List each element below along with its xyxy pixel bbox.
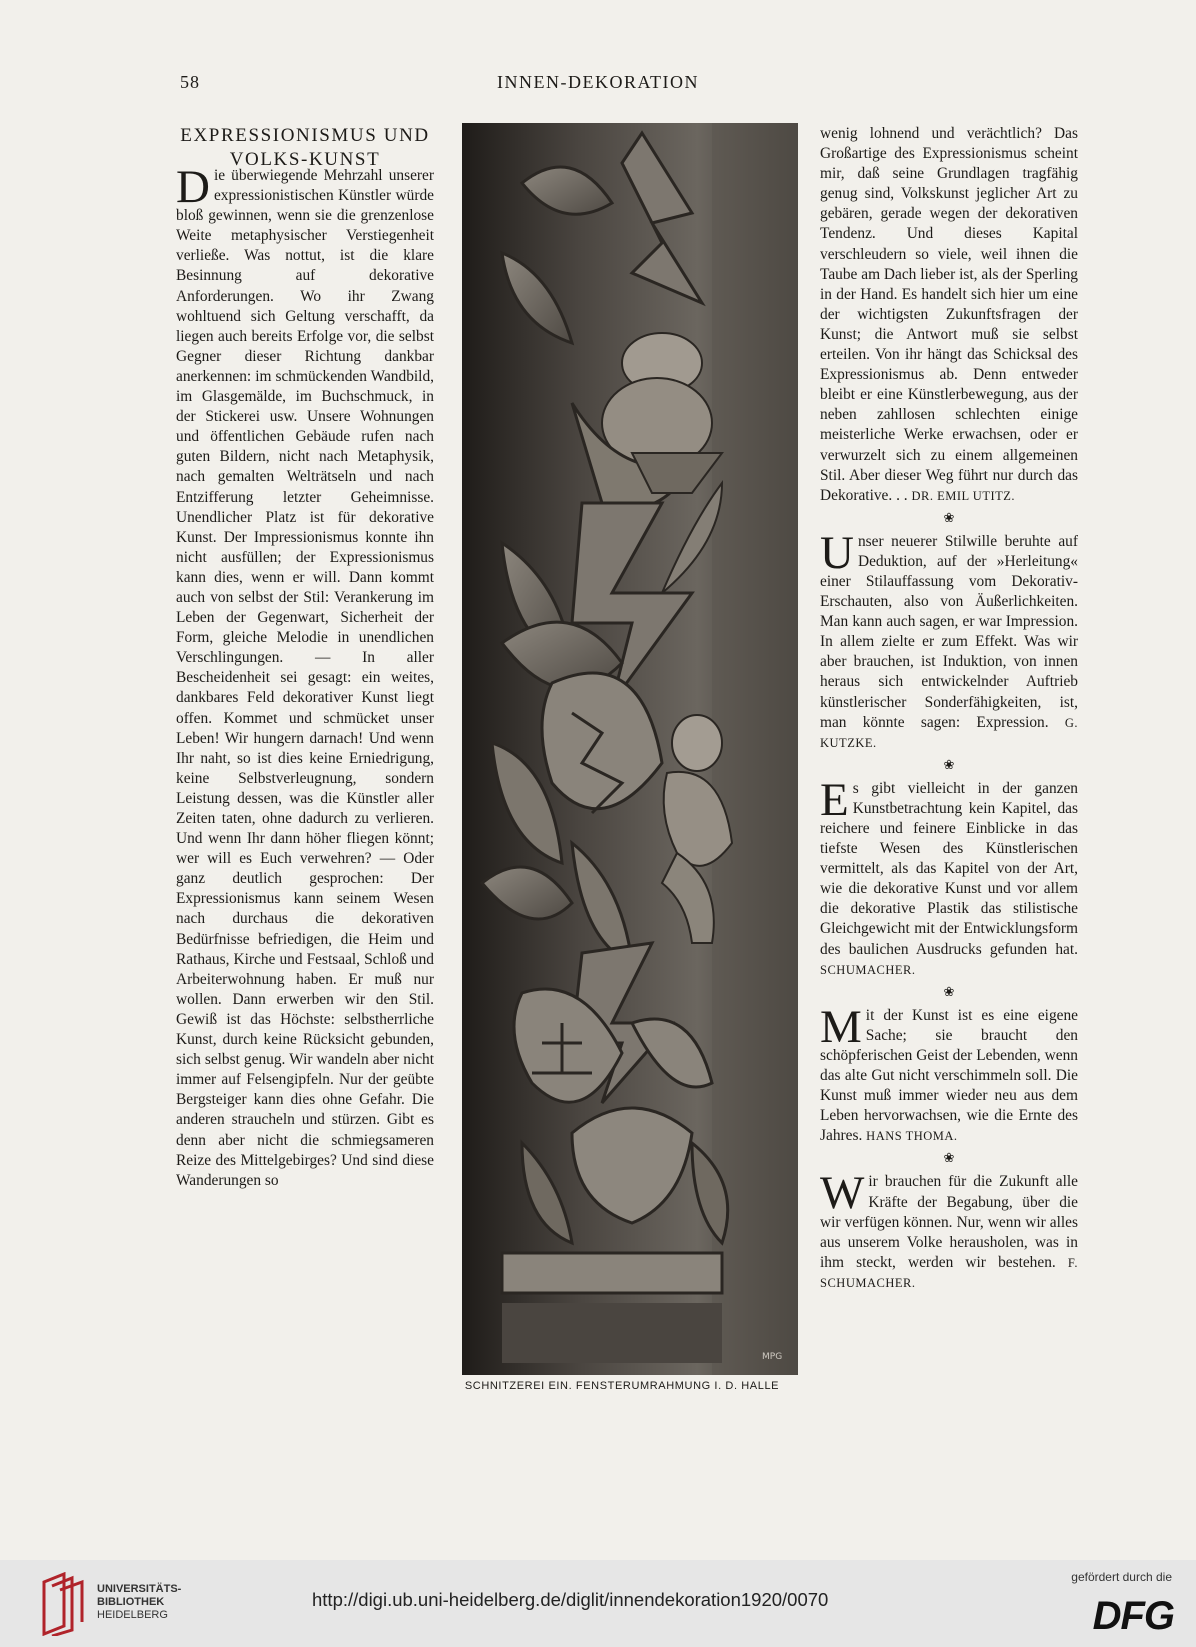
quote-1 — [820, 526, 1078, 753]
photo-caption: SCHNITZEREI EIN. FENSTERUMRAHMUNG I. D. HALLE — [464, 1380, 780, 1392]
carving-image — [462, 123, 798, 1375]
ornament-4: ❀ — [943, 1150, 955, 1166]
article-title — [176, 124, 434, 172]
quote-3 — [820, 1000, 1078, 1147]
university-logo-icon[interactable] — [40, 1572, 86, 1636]
ornament-1: ❀ — [943, 509, 955, 525]
journal-title: INNEN-DEKORATION — [497, 72, 699, 92]
signature-utitz: DR. EMIL UTITZ. — [911, 488, 1016, 503]
dropcap-w: W — [820, 1167, 865, 1220]
right-column — [820, 124, 1078, 1293]
left-paragraph — [176, 161, 434, 1191]
left-text: ie überwiegende Mehrzahl unserer expressionistischen Künstler würde bloß gewinnen, wenn sie die grenzenlose Weite metaphysischer Verstiegenheit verließe. Was nottut, ist die klare Besinnung auf dekorative Anforderungen. Wo ihr Zwang wohltuend sich Geltung verschafft, da liegen auch bereits Erfolge vor, die selbst Gegner dieser Richtung dankbar anerkennen: im schmückenden Wandbild, im Glasgemälde, im Buchschmuck, in der Stickerei usw. Unsere Wohnungen und öffentlichen Gebäude rufen nach guten Bildern, nicht nach Metaphysik, nach gemalten Welträtseln und nach Entzifferung letzter Geheimnisse. Unendlicher Platz ist für dekorative Kunst. Der Impressionismus konnte ihn nicht ausfüllen; der Expressionismus kann dies, wenn er will. Dann kommt auch von selbst der Stil: Verankerung im Leben der Gegenwart, Sicherheit der Form, gleiche Melodie in unendlichen Verschlingungen. — In aller Bescheidenheit sei gesagt: ein weites, dankbares Feld dekorativer Kunst liegt offen. Kommet und schmücket unser Leben! Wir hungern darnach! Und wenn Ihr naht, so ist dies keine Erniedrigung, keine Selbstverleugnung, sondern Leistung dessen, was die Künstler aller Zeiten taten, ohne dadurch zu verlieren. Und wenn Ihr dann höher fliegen könnt; wer will es Euch verwehren? — Oder ganz deutlich gesprochen: Der Expressionismus kann seinem Wesen nach durchaus die dekorativen Bedürfnisse befriedigen, die Heim und Rathaus, Kirche und Festsaal, Schloß und Arbeiterwohnung haben. Er muß nur wollen. Dann erwerben wir den Stil. Gewiß ist das Höchste: selbstherrliche Kunst, durch keine Rücksicht gebunden, sich selbst genug. Wir wandeln aber nicht immer auf Felsengipfeln. Nur der geübte Bergsteiger kann dies ohne Gefahr. Die anderen straucheln und stürzen. Gibt es denn aber nicht die schmiegsameren Reize des Mittelgebirges? Und sind diese Wanderungen so — [176, 167, 434, 1189]
dropcap-u: U — [820, 526, 854, 579]
quote-2-text: s gibt vielleicht in der ganzen Kunstbetrachtung kein Kapitel, das reichere und feinere Einblicke in das tiefste Wesen des Künstlerischen vermittelt, als das Kapitel von der Art, wie die dekorative Kunst und vor allem die dekorative Plastik das stilistische Gleichgewicht mit der Entwicklungsform des baulichen Ausdrucks gefunden hat. — [820, 779, 1078, 958]
signature-thoma: HANS THOMA. — [866, 1129, 958, 1144]
signature-kutzke: G. KUTZKE. — [820, 715, 1078, 750]
photo-monogram: MPG — [762, 1352, 783, 1362]
university-name[interactable] — [97, 1583, 181, 1622]
university-line-2: BIBLIOTHEK — [97, 1596, 165, 1608]
permalink-url[interactable]: http://digi.ub.uni-heidelberg.de/diglit/innendekoration1920/0070 — [312, 1589, 829, 1610]
page-number: 58 — [180, 72, 200, 92]
quote-4-text: ir brauchen für die Zukunft alle Kräfte der Begabung, über die wir verfügen können. Nur, wenn wir alles aus unserem Volke herausholen, was in ihm steckt, werden wir bestehen. — [820, 1173, 1078, 1271]
carving-photo — [462, 123, 798, 1375]
dropcap-d: D — [176, 161, 210, 213]
quote-3-text: it der Kunst ist es eine eigene Sache; sie braucht den schöpferischen Geist der Lebenden, wenn das alte Gut nicht verschimmeln soll. Die Kunst muß immer wieder neu aus dem Leben hervorwachsen, wie die Ernte des Jahres. — [820, 1006, 1078, 1145]
dropcap-e: E — [820, 773, 849, 826]
university-line-1: UNIVERSITÄTS- — [97, 1583, 182, 1595]
right-intro — [820, 124, 1078, 506]
article-title-line-2: VOLKS-KUNST — [229, 149, 381, 170]
dfg-logo[interactable]: DFG — [1092, 1594, 1174, 1638]
ornament-3: ❀ — [943, 983, 955, 999]
article-title-line-1: EXPRESSIONISMUS UND — [180, 125, 430, 146]
quote-1-text: nser neuerer Stilwille beruhte auf Deduktion, auf der »Herleitung« einer Stilauffassung vom Dekorativ-Erschauten, also von Äußerlichkeiten. Man kann auch sagen, er war Impression. In allem zielte er zum Effekt. Was wir aber brauchen, ist Induktion, von innen heraus sich entwickelnder Auftrieb künstlerischer Sonderfähigkeiten, ist, man könnte sagen: Expression. — [820, 532, 1078, 731]
signature-schumacher: SCHUMACHER. — [820, 962, 916, 977]
signature-f-schumacher: F. SCHUMACHER. — [820, 1255, 1078, 1290]
ornament-2: ❀ — [943, 756, 955, 772]
funding-label: gefördert durch die — [1071, 1570, 1172, 1584]
right-intro-text: wenig lohnend und verächtlich? Das Großartige des Expressionismus scheint mir, daß seine Grundlagen tragfähig genug sind, Volkskunst jeglicher Art zu gebären, gerade wegen der dekorativen Tendenz. Und dieses Kapital verschleudern so viele, weil ihnen die Taube am Dach lieber ist, als der Sperling in der Hand. Es handelt sich hier um eine der wichtigsten Zukunftsfragen der Kunst; die Antwort muß sie selbst erteilen. Von ihr hängt das Schicksal des Expressionismus ab. Denn entweder bleibt er eine Künstlerbewegung, aus der neben zahllosen schlechten einige meisterliche Werke erwachsen, oder er verwurzelt sich zu einem allgemeinen Stil. Aber dieser Weg führt nur durch das Dekorative. . . — [820, 125, 1078, 504]
dropcap-m: M — [820, 1000, 862, 1053]
quote-4 — [820, 1167, 1078, 1293]
left-column — [176, 161, 434, 1191]
university-line-3: HEIDELBERG — [97, 1609, 168, 1621]
quote-2 — [820, 773, 1078, 980]
